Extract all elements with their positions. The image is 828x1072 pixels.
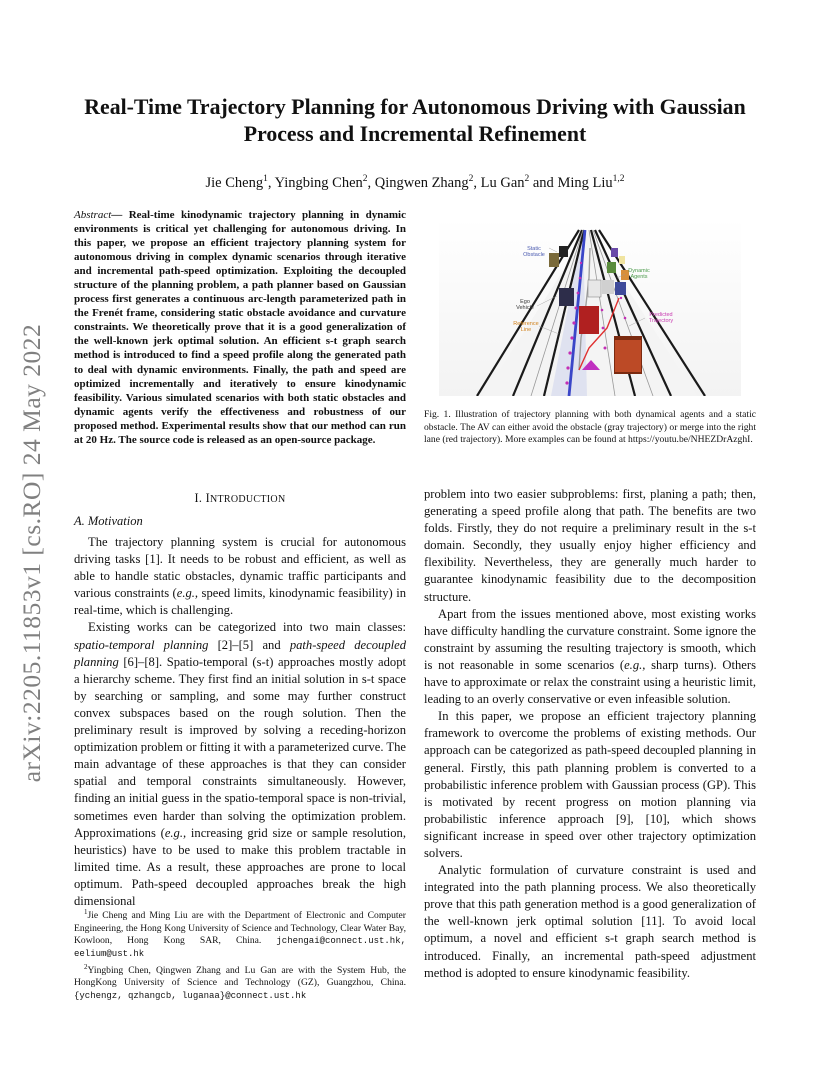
footnote-emails: jchengai@connect.ust.hk, eelium@ust.hk (74, 936, 407, 959)
paragraph: Existing works can be categorized into two main classes: spatio-temporal planning [2]–[5] and path-speed decoupled planning [6]–[8]. Spatio-temporal (s-t) approaches mostly adopt a hierarchy scheme. They first find an initial solution in s-t space by searching or sampling, and some may further construct convex subspaces based on the rough solution. Then the preliminary result is improved by solving a receding-horizon optimization problem or fitting it with a parameterized curve. The main advantage of these approaches is that they can consider spatial and temporal constraints simultaneously. However, finding an initial guess in the spatio-temporal space is non-trivial, sometimes even harder than solving the optimization problem. Approximations (e.g., increasing grid size or sample resolution, heuristics) have to be used to make this problem tractable in limited time. As a result, these approaches are prone to local optimum. Path-speed decoupled approaches break the high dimensional (74, 620, 406, 908)
abstract-text: Real-time kinodynamic trajectory planning in dynamic environments is critical yet challenging for autonomous driving. In this paper, we propose an efficient trajectory planning system for autonomous driving in complex dynamic scenarios through iterative and incremental path-speed optimization. Exploiting the decoupled structure of the planning problem, a path planner based on Gaussian process first generates a continuous arc-length parameterized path in the Frenét frame, considering static obstacle avoidance and curvature constraints. We theoretically prove that it is a good generalization of the well-known jerk optimal solution. An efficient s-t graph search method is introduced to find a speed profile along the generated path to deal with dynamic environments. Finally, the path and speed are optimized incrementally and iteratively to ensure kinodynamic feasibility. Various simulated scenarios with both static obstacles and dynamic agents verify the effectiveness and robustness of our proposed method. Experimental results show that our method can run at 20 Hz. The source code is released as an open-source package. (74, 209, 406, 446)
footnote: $^1$Jie Cheng and Ming Liu are with the Department of Electronic and Computer Engineering, the Hong Kong University of Science and Technology, Clear Water Bay, Kowloon, Hong Kong SAR, China. jchengai@connect.ust.hk, eelium@ust.hk (74, 908, 407, 959)
author-name: Jie Cheng (205, 174, 264, 191)
figure-caption: Fig. 1. Illustration of trajectory planning with both dynamical agents and a static obstacle. The AV can either avoid the obstacle (gray trajectory) or merge into the right lane (red trajectory). More examples can be found at https://youtu.be/NHEZDrAzghI. (424, 409, 756, 446)
trajectory-illustration (439, 218, 741, 396)
abstract-label: Abstract (74, 209, 112, 221)
author-name: Lu Gan (480, 174, 525, 191)
paragraph: Analytic formulation of curvature constraint is used and integrated into the path planning process. We also theoretically prove that this path generation method is a good generalization of the well-known jerk optimal solution [11]. To avoid local optimum, a novel and efficient s-t graph search method is introduced. Finally, an incremental path-speed adjustment method is adopted to ensure kinodynamic feasibility. (424, 863, 756, 980)
paragraph: In this paper, we propose an efficient trajectory planning framework to overcome the problems of existing methods. Our approach can be categorized as path-speed decoupled planning in general. Firstly, this path planning problem is converted to a probabilistic inference problem with Gaussian process (GP). This is motivated by recent progress on motion planning via probabilistic inference approach [9], [10], which shows significant increase in speed over other trajectory optimization solvers. (424, 709, 756, 860)
section-heading: I. INTRODUCTION (194, 491, 286, 505)
dynamic-agents-label: Dynamic Agents (628, 268, 650, 280)
paragraph: Apart from the issues mentioned above, most existing works have difficulty handling the curvature constraint. Some ignore the constraint by assuming the resulting trajectory is smooth, which is not reasonable in some scenarios (e.g., sharp turns). Others have to approximate or relax the constraint using a heuristic limit, leading to an overly conservative or even infeasible solution. (424, 606, 756, 707)
author-name: Qingwen Zhang (374, 174, 469, 191)
left-column-body (74, 534, 406, 910)
affiliation-mark: 2 (468, 174, 474, 184)
paragraph: The trajectory planning system is crucial for autonomous driving tasks [1]. It needs to be robust and efficient, as well as able to handle static obstacles, dynamic traffic participants and various constraints (e.g., speed limits, kinodynamic feasibility) in real-time, which is challenging. (74, 535, 406, 618)
right-column-body (424, 486, 756, 982)
subsection-heading: A. Motivation (74, 514, 143, 528)
static-obstacle-label: Static Obstacle (523, 246, 545, 258)
paragraph: problem into two easier subproblems: first, planing a path; then, generating a speed profile along that path. The benefits are two folds. Firstly, they do not require a preliminary result in the s-t domain. Secondly, they usually enjoy higher efficiency and flexibility. Nevertheless, they are generally much harder to guarantee kinodynamic feasibility due to the decomposition structure. (424, 487, 756, 604)
author-name: Ming Liu (557, 174, 613, 191)
arxiv-identifier: arXiv:2205.11853v1 [cs.RO] 24 May 2022 (17, 323, 46, 783)
reference-line-label: Reference Line (513, 321, 539, 333)
footnotes (74, 906, 406, 1003)
predicted-trajectory-label: Predicted Trajectory (648, 312, 674, 324)
abstract: Abstract— Real-time kinodynamic trajectory planning in dynamic environments is critical yet challenging for autonomous driving. In this paper, we propose an efficient trajectory planning system for autonomous driving in complex dynamic scenarios through iterative and incremental path-speed optimization. Exploiting the decoupled structure of the planning problem, a path planner based on Gaussian process first generates a continuous arc-length parameterized path in the Frenét frame, considering static obstacle avoidance and curvature constraints. We theoretically prove that it is a good generalization of the well-known jerk optimal solution. An efficient s-t graph search method is introduced to find a speed profile along the generated path to deal with dynamic environments. Finally, the path and speed are optimized incrementally and iteratively to ensure kinodynamic feasibility. Various simulated scenarios with both static obstacles and dynamic agents verify the effectiveness and robustness of our proposed method. Experimental results show that our method can run at 20 Hz. The source code is released as an open-source package. (74, 209, 406, 446)
footnote: $^2$Yingbing Chen, Qingwen Zhang and Lu Gan are with the System Hub, the HongKong University of Science and Technology (GZ), Guangzhou, China. {ychengz, qzhangcb, luganaa}@connect.ust.hk (74, 962, 406, 1001)
author-name: Yingbing Chen (274, 174, 363, 191)
author-list: Jie Cheng$^1$, Yingbing Chen$^2$, Qingwen Zhang$^2$, Lu Gan$^2$ and Ming Liu$^{1,2}$ (205, 174, 625, 191)
affiliation-mark: 2 (362, 174, 368, 184)
affiliation-mark: 1 (263, 174, 268, 184)
figure-1 (439, 218, 741, 396)
affiliation-mark: 2 (524, 174, 530, 184)
paper-title: Real-Time Trajectory Planning for Autonomous Driving with Gaussian Process and Incremental Refinement (84, 95, 746, 146)
affiliation-mark: 1,2 (612, 174, 625, 184)
ego-vehicle-label: Ego Vehicle (516, 299, 534, 311)
footnote-emails: {ychengz, qzhangcb, luganaa}@connect.ust.hk (74, 990, 307, 1001)
